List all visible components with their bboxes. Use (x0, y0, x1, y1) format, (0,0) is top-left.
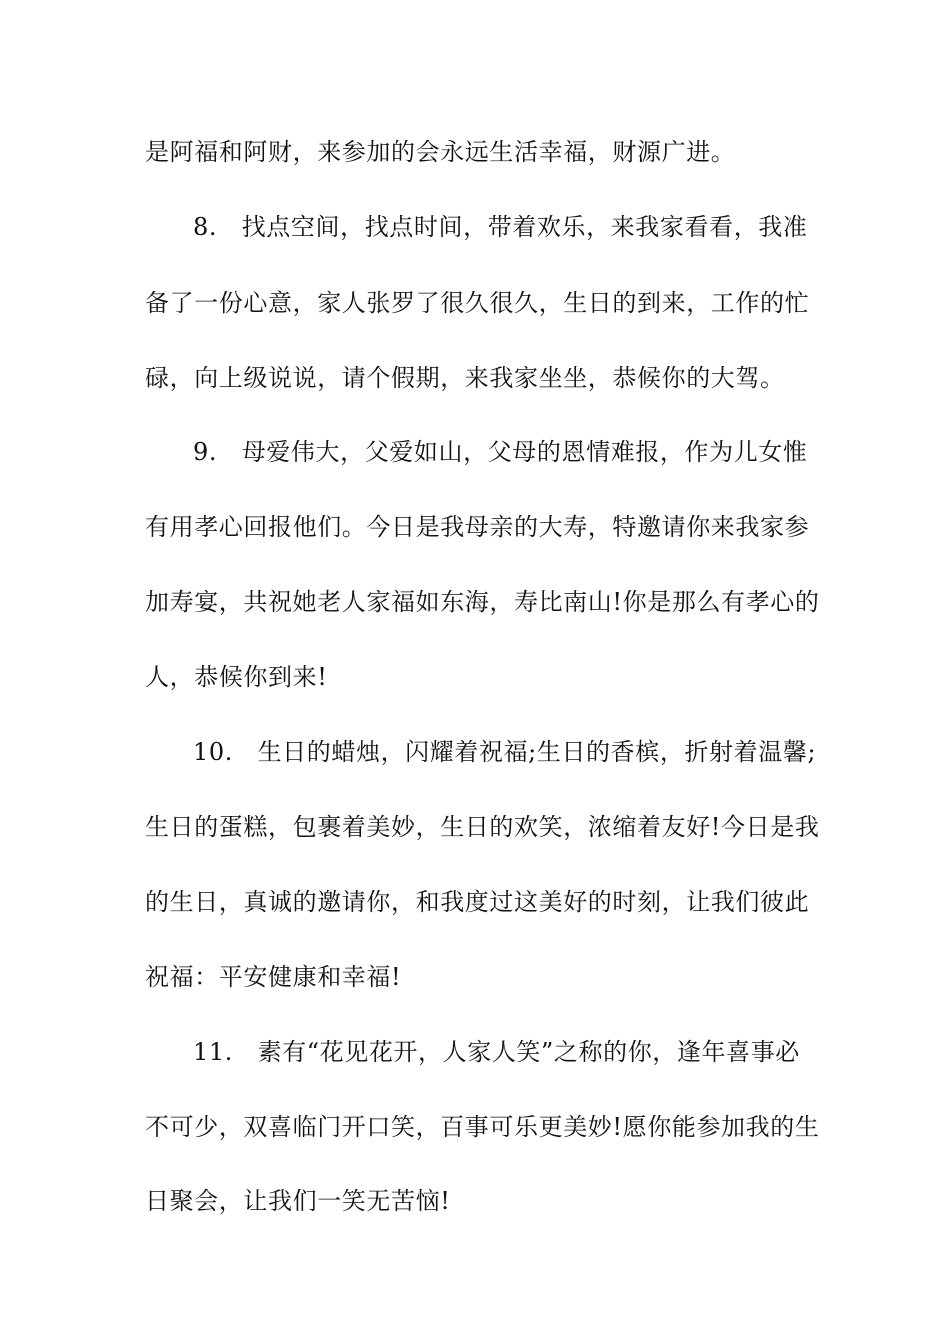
item-8-line: 8. 找点空间，找点时间，带着欢乐，来我家看看，我准 (193, 213, 808, 241)
item-11-line: 11. 素有“花见花开，人家人笑”之称的你，逢年喜事必 (193, 1038, 800, 1066)
text-line: 不可少，双喜临门开口笑，百事可乐更美妙!愿你能参加我的生 (145, 1113, 820, 1141)
text-line: 备了一份心意，家人张罗了很久很久，生日的到来，工作的忙 (145, 289, 810, 317)
text-line: 加寿宴，共祝她老人家福如东海，寿比南山!你是那么有孝心的 (145, 588, 820, 616)
text-line: 碌，向上级说说，请个假期，来我家坐坐，恭候你的大驾。 (145, 364, 785, 392)
text-line: 有用孝心回报他们。今日是我母亲的大寿，特邀请你来我家参 (145, 513, 810, 541)
text-line: 的生日，真诚的邀请你，和我度过这美好的时刻，让我们彼此 (145, 888, 810, 916)
item-10-line: 10. 生日的蜡烛，闪耀着祝福;生日的香槟，折射着温馨; (193, 738, 817, 766)
text-line: 是阿福和阿财，来参加的会永远生活幸福，财源广进。 (145, 138, 736, 166)
item-9-line: 9. 母爱伟大，父爱如山，父母的恩情难报，作为儿女惟 (193, 438, 808, 466)
text-line: 日聚会，让我们一笑无苦恼! (145, 1187, 451, 1215)
text-line: 生日的蛋糕，包裹着美妙，生日的欢笑，浓缩着友好!今日是我 (145, 813, 820, 841)
text-line: 祝福：平安健康和幸福! (145, 963, 402, 991)
text-line: 人，恭候你到来! (145, 663, 328, 691)
